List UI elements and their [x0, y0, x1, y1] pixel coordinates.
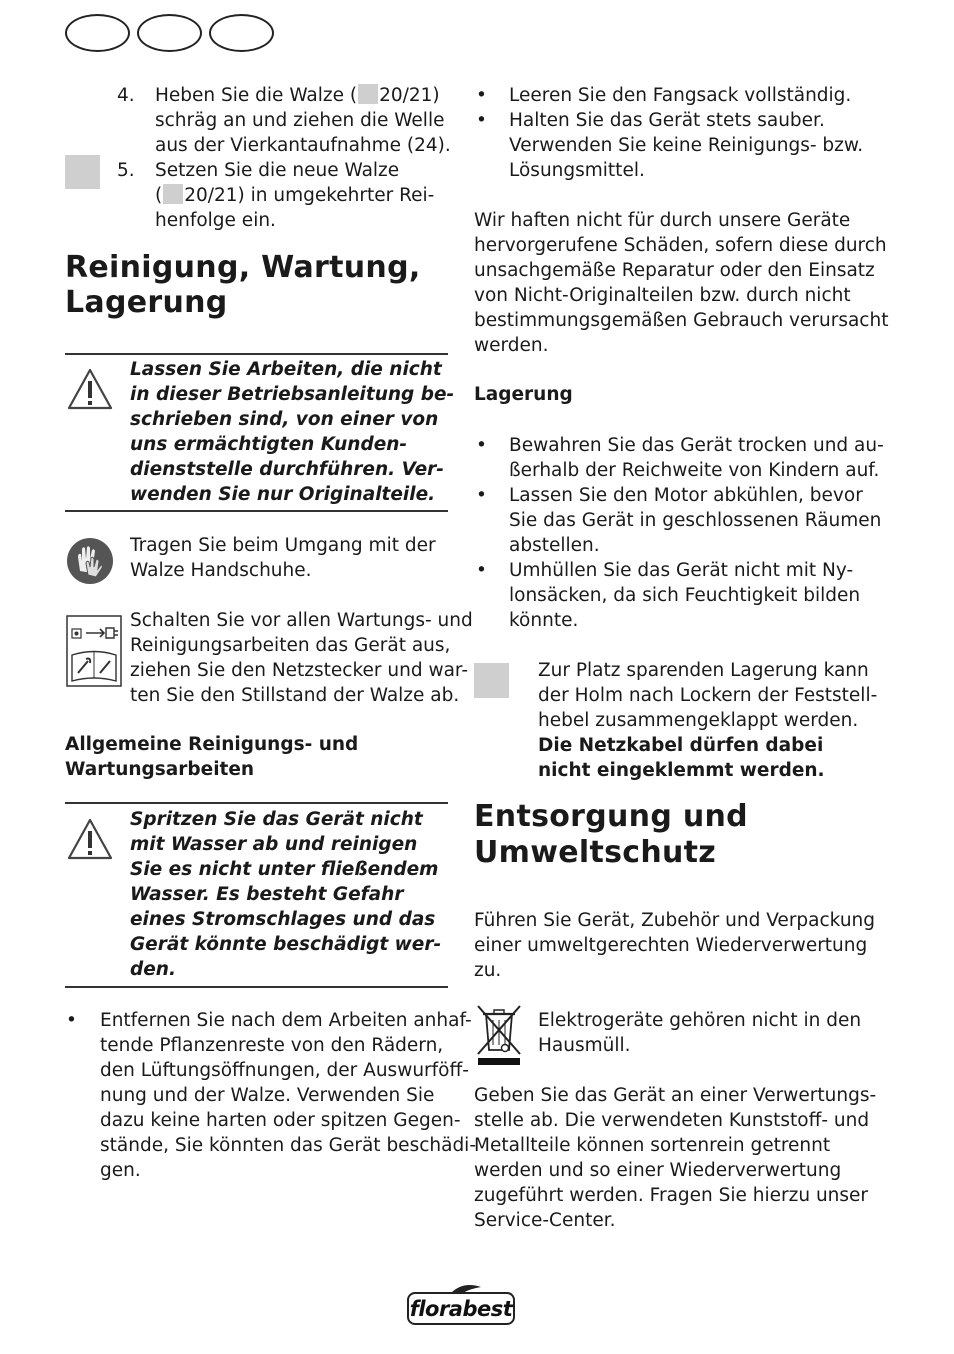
bullet-dot: •: [476, 435, 487, 456]
liability-line-4: von Nicht-Originalteilen bzw. durch nicht: [474, 285, 851, 306]
florabest-logo: [405, 1283, 517, 1327]
cleaning-line-6: stände, Sie könnten das Gerät beschädi-: [100, 1135, 476, 1156]
warning-1-line-1: Lassen Sie Arbeiten, die nicht: [130, 359, 442, 380]
liability-line-2: hervorgerufene Schäden, sofern diese durch: [474, 235, 887, 256]
liability-line-6: werden.: [474, 335, 549, 356]
fold-note-line-1: Zur Platz sparenden Lagerung kann: [538, 660, 869, 681]
step-4-line-2: schräg an und ziehen die Welle: [155, 110, 445, 131]
clean-line-2: Verwenden Sie keine Reinigungs- bzw.: [509, 135, 864, 156]
language-tab-2: [137, 14, 202, 52]
warning-2-line-4: Wasser. Es besteht Gefahr: [130, 884, 404, 905]
bullet-dot: •: [476, 85, 487, 106]
recycle-line-2: stelle ab. Die verwendeten Kunststoff- und: [474, 1110, 870, 1131]
warning-2-line-1: Spritzen Sie das Gerät nicht: [130, 809, 423, 830]
subsection-title-line-1: Allgemeine Reinigungs- und: [65, 734, 359, 755]
clean-line-1: Halten Sie das Gerät stets sauber.: [509, 110, 825, 131]
warning-1-line-2: in dieser Betriebsanleitung be-: [130, 384, 455, 405]
language-tab-1: [65, 14, 130, 52]
recycle-line-5: zugeführt werden. Fragen Sie hierzu unser: [474, 1185, 869, 1206]
weee-line-1: Elektrogeräte gehören nicht in den: [538, 1010, 862, 1031]
step-5-line-1: Setzen Sie die neue Walze: [155, 160, 400, 181]
figure-ref-icon: [163, 184, 183, 204]
recycle-line-1: Geben Sie das Gerät an einer Verwertungs-: [474, 1085, 877, 1106]
step-5-line-2: [155, 183, 434, 208]
gloves-line-1: Tragen Sie beim Umgang mit der: [130, 535, 436, 556]
unplug-manual-icon: [66, 615, 122, 687]
warning-2-line-7: den.: [130, 959, 176, 980]
divider: [65, 802, 448, 804]
liability-line-3: unsachgemäße Reparatur oder den Einsatz: [474, 260, 875, 281]
warning-triangle-icon: [66, 817, 114, 861]
gloves-line-2: Walze Handschuhe.: [130, 560, 312, 581]
weee-crossed-bin-icon: [474, 1002, 524, 1066]
step-4-text-a: Heben Sie die Walze (: [155, 85, 358, 106]
subsection-title-line-2: Wartungsarbeiten: [65, 759, 255, 780]
warning-triangle-icon: [66, 367, 114, 411]
bullet-dot: •: [476, 485, 487, 506]
cleaning-line-4: nung und der Walze. Verwenden Sie: [100, 1085, 435, 1106]
disposal-intro-line-2: einer umweltgerechten Wiederverwertung: [474, 935, 868, 956]
logo-text: florabest: [409, 1297, 513, 1321]
bullet-dot: •: [66, 1010, 77, 1031]
step-5-line-3: henfolge ein.: [155, 210, 276, 231]
cleaning-line-5: dazu keine harten oder spitzen Gegen-: [100, 1110, 461, 1131]
warning-1-line-3: schrieben sind, von einer von: [130, 409, 439, 430]
liability-line-5: bestimmungsgemäßen Gebrauch verursacht: [474, 310, 889, 331]
storage-3-line-2: lonsäcken, da sich Feuchtigkeit bilden: [509, 585, 861, 606]
disposal-title-line-2: Umweltschutz: [474, 835, 717, 870]
storage-3-line-1: Umhüllen Sie das Gerät nicht mit Ny-: [509, 560, 854, 581]
storage-2-line-2: Sie das Gerät in geschlossenen Räumen: [509, 510, 882, 531]
unplug-line-4: ten Sie den Stillstand der Walze ab.: [130, 685, 460, 706]
recycle-line-6: Service-Center.: [474, 1210, 616, 1231]
warning-2-line-5: eines Stromschlages und das: [130, 909, 436, 930]
storage-2-line-1: Lassen Sie den Motor abkühlen, bevor: [509, 485, 863, 506]
liability-line-1: Wir haften nicht für durch unsere Geräte: [474, 210, 851, 231]
cleaning-line-2: tende Pflanzenreste von den Rädern,: [100, 1035, 444, 1056]
unplug-line-2: Reinigungsarbeiten das Gerät aus,: [130, 635, 451, 656]
warning-1-line-4: uns ermächtigten Kunden-: [130, 434, 408, 455]
cleaning-line-1: Entfernen Sie nach dem Arbeiten anhaf-: [100, 1010, 472, 1031]
cleaning-line-7: gen.: [100, 1160, 141, 1181]
language-tab-3: [209, 14, 274, 52]
step-5-number: 5.: [117, 160, 135, 181]
storage-3-line-3: könnte.: [509, 610, 579, 631]
bin-line-1: Leeren Sie den Fangsack vollständig.: [509, 85, 852, 106]
unplug-line-3: ziehen Sie den Netzstecker und war-: [130, 660, 469, 681]
fold-note-line-2: der Holm nach Lockern der Feststell-: [538, 685, 878, 706]
clean-line-3: Lösungsmittel.: [509, 160, 645, 181]
figure-ref-icon: [358, 84, 378, 104]
warning-1-line-6: wenden Sie nur Originalteile.: [130, 484, 436, 505]
recycle-line-3: Metallteile können sortenrein getrennt: [474, 1135, 831, 1156]
weee-line-2: Hausmüll.: [538, 1035, 631, 1056]
step-5-text-b: 20/21) in umgekehrter Rei-: [184, 185, 435, 206]
fold-note-bold-line-2: nicht eingeklemmt werden.: [538, 760, 825, 781]
storage-title: Lagerung: [474, 384, 573, 405]
step-4-number: 4.: [117, 85, 135, 106]
storage-1-line-2: ßerhalb der Reichweite von Kindern auf.: [509, 460, 880, 481]
note-marker-icon: [65, 155, 100, 189]
gloves-icon: [66, 537, 114, 585]
step-4-line-1: [155, 83, 440, 108]
section-title-line-2: Lagerung: [65, 285, 228, 320]
warning-1-line-5: dienststelle durchführen. Ver-: [130, 459, 444, 480]
bullet-dot: •: [476, 560, 487, 581]
section-title-line-1: Reinigung, Wartung,: [65, 250, 421, 285]
warning-2-line-3: Sie es nicht unter fließendem: [130, 859, 439, 880]
step-5-text-a: (: [155, 185, 163, 206]
disposal-intro-line-3: zu.: [474, 960, 502, 981]
unplug-line-1: Schalten Sie vor allen Wartungs- und: [130, 610, 473, 631]
disposal-intro-line-1: Führen Sie Gerät, Zubehör und Verpackung: [474, 910, 876, 931]
storage-1-line-1: Bewahren Sie das Gerät trocken und au-: [509, 435, 884, 456]
disposal-title-line-1: Entsorgung und: [474, 799, 748, 834]
divider: [65, 986, 448, 988]
step-4-text-b: 20/21): [379, 85, 440, 106]
note-marker-icon: [474, 663, 509, 698]
fold-note-line-3: hebel zusammengeklappt werden.: [538, 710, 859, 731]
storage-2-line-3: abstellen.: [509, 535, 600, 556]
warning-2-line-2: mit Wasser ab und reinigen: [130, 834, 418, 855]
warning-2-line-6: Gerät könnte beschädigt wer-: [130, 934, 442, 955]
divider: [65, 510, 448, 512]
divider: [65, 353, 448, 355]
fold-note-bold-line-1: Die Netzkabel dürfen dabei: [538, 735, 824, 756]
cleaning-line-3: den Lüftungsöffnungen, der Auswurföff-: [100, 1060, 469, 1081]
step-4-line-3: aus der Vierkantaufnahme (24).: [155, 135, 451, 156]
bullet-dot: •: [476, 110, 487, 131]
recycle-line-4: werden und so einer Wiederverwertung: [474, 1160, 842, 1181]
